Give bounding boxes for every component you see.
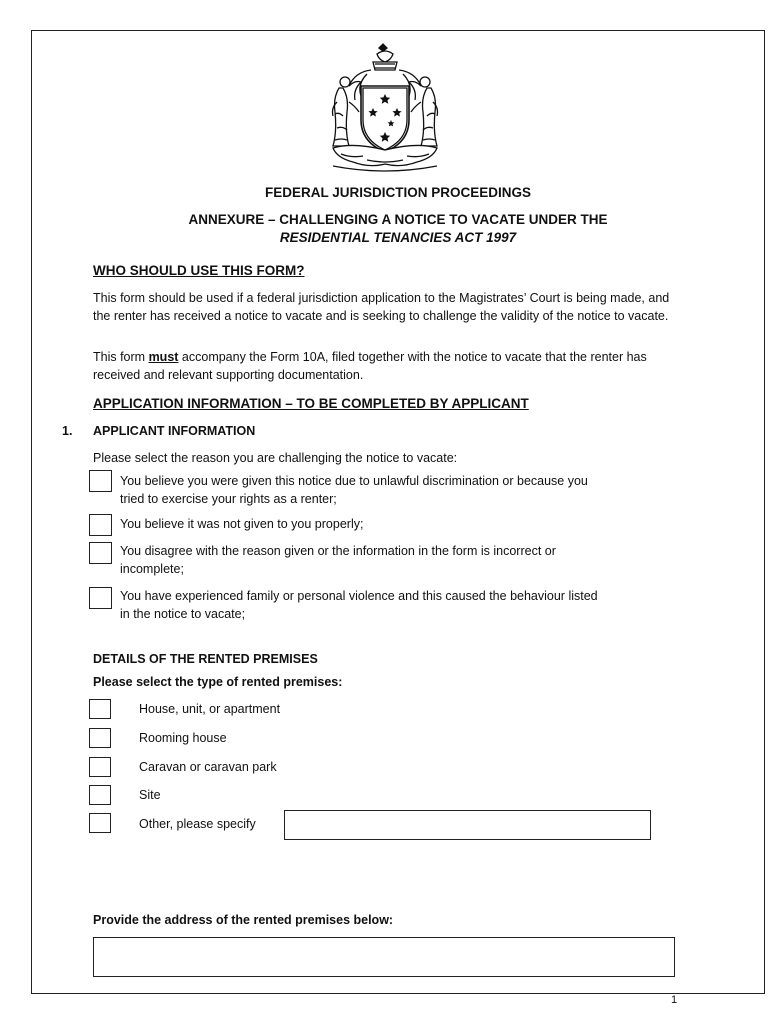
premises-label-rooming-house: Rooming house — [139, 731, 227, 745]
premises-checkbox-house[interactable] — [89, 699, 111, 719]
premises-label-site: Site — [139, 788, 161, 802]
form-subtitle: ANNEXURE – CHALLENGING A NOTICE TO VACATE UNDER THE — [188, 212, 608, 227]
premises-label-other: Other, please specify — [139, 817, 256, 831]
reason-label-violence: You have experienced family or personal violence and this caused the behaviour listed — [120, 589, 598, 603]
reason-checkbox-violence[interactable] — [89, 587, 112, 609]
coat-of-arms-icon — [327, 42, 443, 172]
premises-type-prompt: Please select the type of rented premises: — [93, 675, 343, 689]
para-text-start: This form — [93, 350, 149, 364]
premises-checkbox-site[interactable] — [89, 785, 111, 805]
applicant-information-heading: APPLICANT INFORMATION — [93, 424, 256, 438]
form-title: FEDERAL JURISDICTION PROCEEDINGS — [264, 185, 532, 200]
para-text-end: accompany the Form 10A, filed together with the notice to vacate that the renter has received and relevant supporting documentation. — [93, 350, 647, 382]
premises-label-house: House, unit, or apartment — [139, 702, 281, 716]
page-number: 1 — [671, 994, 678, 1006]
reason-label-disagree: You disagree with the reason given or the information in the form is incorrect or — [120, 544, 556, 558]
premises-checkbox-other[interactable] — [89, 813, 111, 833]
reason-checkbox-not-given-properly[interactable] — [89, 514, 112, 536]
page-border — [31, 30, 765, 994]
reason-label-discrimination: You believe you were given this notice due to unlawful discrimination or because you — [120, 474, 588, 488]
rented-premises-heading: DETAILS OF THE RENTED PREMISES — [93, 652, 318, 666]
reason-label-violence-cont: in the notice to vacate; — [120, 607, 246, 621]
premises-label-caravan: Caravan or caravan park — [139, 760, 277, 774]
application-information-heading: APPLICATION INFORMATION – TO BE COMPLETED BY APPLICANT — [93, 396, 529, 411]
premises-checkbox-caravan[interactable] — [89, 757, 111, 777]
address-prompt: Provide the address of the rented premises below: — [93, 913, 394, 927]
reason-label-discrimination-cont: tried to exercise your rights as a renter; — [120, 492, 337, 506]
who-paragraph: This form should be used if a federal jurisdiction application to the Magistrates’ Court is being made, and the renter has received a notice to vacate and is seeking to challenge the validity of the notice to vacate. — [93, 291, 670, 323]
premises-checkbox-rooming-house[interactable] — [89, 728, 111, 748]
must-accompany-paragraph — [93, 349, 673, 384]
address-input[interactable] — [93, 937, 675, 977]
reason-prompt: Please select the reason you are challenging the notice to vacate: — [93, 451, 458, 465]
reason-label-disagree-cont: incomplete; — [120, 562, 184, 576]
reason-checkbox-disagree[interactable] — [89, 542, 112, 564]
reason-checkbox-discrimination[interactable] — [89, 470, 112, 492]
reason-label-not-given-properly: You believe it was not given to you properly; — [120, 517, 364, 531]
who-should-use-heading: WHO SHOULD USE THIS FORM? — [93, 263, 305, 278]
other-premises-input[interactable] — [284, 810, 651, 840]
act-name: RESIDENTIAL TENANCIES ACT 1997 — [279, 230, 517, 245]
must-emphasis: must — [148, 350, 179, 364]
section-number: 1. — [62, 424, 73, 438]
